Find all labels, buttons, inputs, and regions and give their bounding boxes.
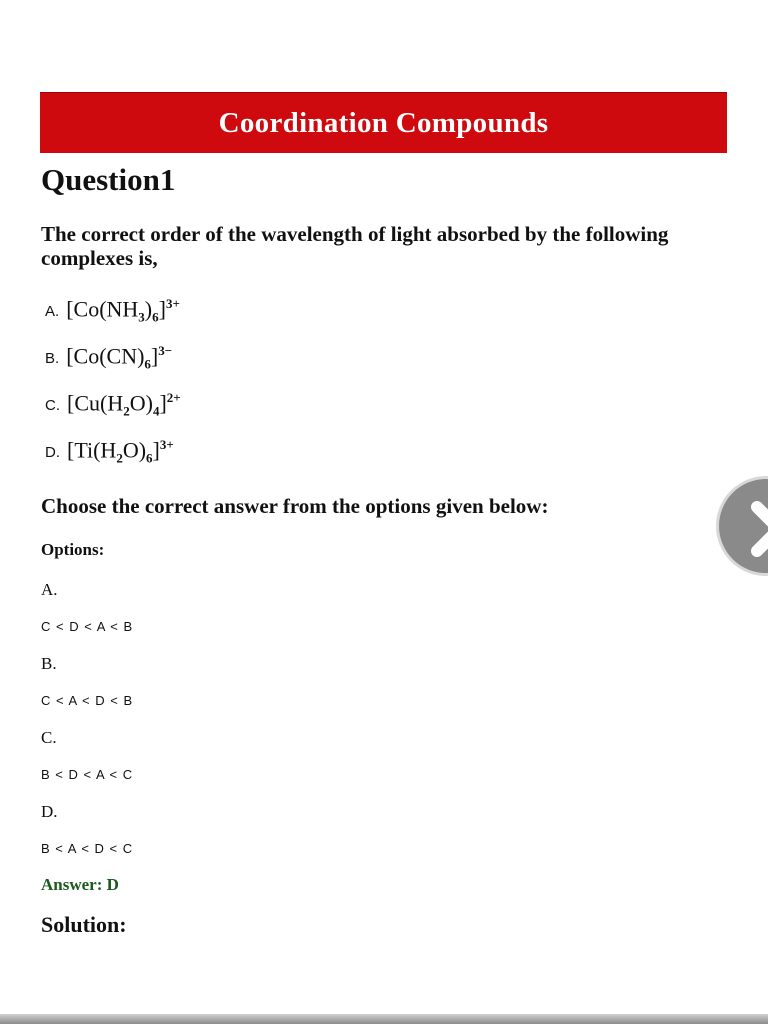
option-value: C < D < A < B: [41, 619, 134, 634]
option-a: [41, 580, 133, 634]
complex-list: [45, 296, 181, 484]
banner-title: Coordination Compounds: [218, 106, 549, 139]
complex-item-d: [45, 437, 181, 484]
chevron-right-icon: [741, 501, 768, 557]
complex-formula: $[Co(NH_3)_6]^{3+}$: [66, 296, 180, 325]
option-c: [41, 728, 133, 782]
complex-letter: C.: [45, 397, 60, 415]
option-letter: A.: [41, 580, 58, 599]
header-banner: [40, 92, 727, 153]
complex-formula: $[Co(CN)_6]^{3-}$: [66, 343, 173, 372]
choose-instruction: Choose the correct answer from the options given below:: [41, 494, 549, 518]
solution-label: Solution:: [41, 912, 127, 937]
options-heading: Options:: [41, 540, 105, 559]
option-d: [41, 802, 133, 856]
complex-item-c: [45, 390, 181, 437]
option-value: B < D < A < C: [41, 767, 134, 782]
option-letter: D.: [41, 802, 58, 821]
complex-letter: D.: [45, 444, 60, 462]
question-title: Question1: [41, 162, 176, 197]
complex-letter: B.: [45, 350, 60, 368]
option-value: B < A < D < C: [41, 841, 134, 856]
complex-formula: $[Ti(H_2O)_6]^{3+}$: [67, 437, 174, 466]
answer-text: Answer: D: [41, 875, 119, 894]
complex-formula: $[Cu(H_2O)_4]^{2+}$: [67, 390, 181, 419]
next-page-button[interactable]: [716, 476, 768, 576]
option-value: C < A < D < B: [41, 693, 134, 708]
complex-letter: A.: [45, 303, 60, 321]
option-letter: B.: [41, 654, 57, 673]
page-bottom-edge: [0, 1014, 768, 1024]
option-b: [41, 654, 133, 708]
option-letter: C.: [41, 728, 57, 747]
question-text: The correct order of the wavelength of light absorbed by the following complexes is,: [41, 222, 669, 270]
complex-item-b: [45, 343, 181, 390]
complex-item-a: [45, 296, 181, 343]
